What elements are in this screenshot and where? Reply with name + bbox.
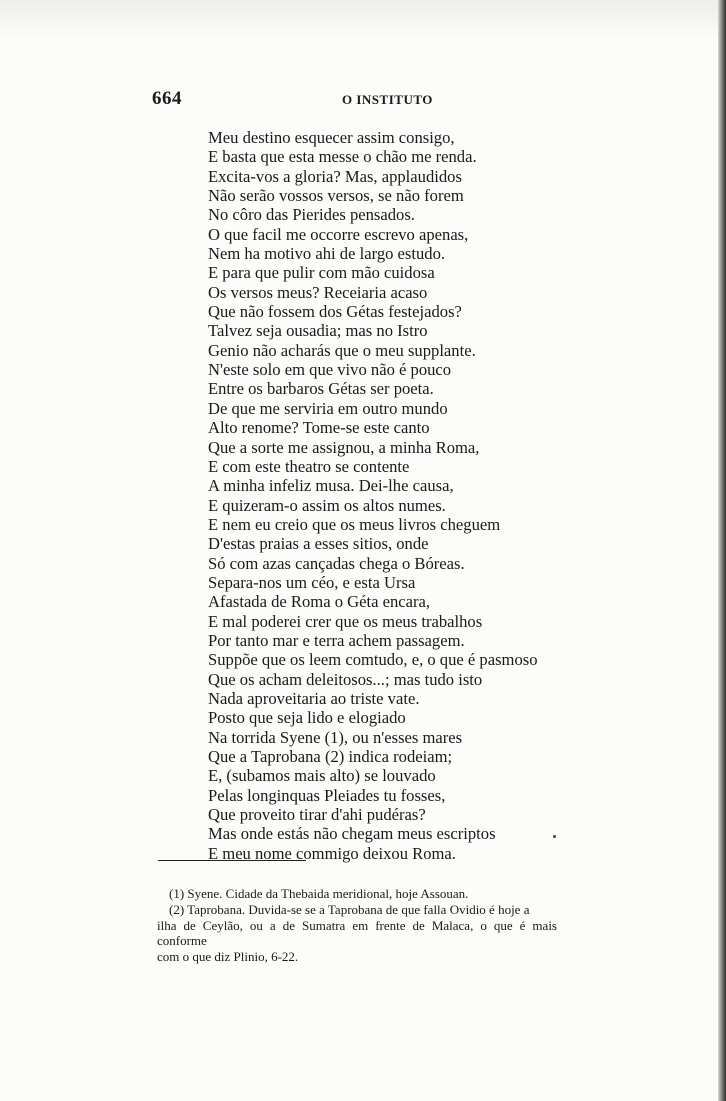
footnotes (157, 886, 557, 965)
page-header (152, 88, 572, 112)
footnote-1: (1) Syene. Cidade da Thebaida meridional, hoje Assouan. (169, 886, 469, 901)
poem-line: De que me serviria em outro mundo (208, 398, 448, 418)
footnote-2-line-3: com o que diz Plinio, 6-22. (157, 949, 299, 965)
footnote-2-line-1: (2) Taprobana. Duvida-se se a Taprobana de que falla Ovidio é hoje a (169, 901, 530, 917)
poem-line: Que a Taprobana (2) indica rodeiam; (208, 747, 453, 766)
poem-line: Que não fossem dos Gétas festejados? (208, 302, 462, 322)
poem-line: Que os acham deleitosos...; mas tudo isto (208, 669, 483, 689)
poem-line: E nem eu creio que os meus livros cheguem (208, 514, 501, 534)
page-number: 664 (152, 88, 182, 109)
poem-line: N'este solo em que vivo não é pouco (208, 360, 452, 380)
poem-line: Genio não acharás que o meu supplante. (208, 340, 476, 360)
poem-line: Que a sorte me assignou, a minha Roma, (208, 437, 480, 457)
poem-line: Pelas longinquas Pleiades tu fosses, (208, 785, 446, 805)
poem-line: Nada aproveitaria ao triste vate. (208, 688, 420, 708)
poem-line: E quizeram-o assim os altos numes. (208, 495, 446, 515)
poem-line: O que facil me occorre escrevo apenas, (208, 224, 469, 244)
poem-line: Na torrida Syene (1), ou n'esses mares (208, 727, 463, 747)
poem-line: E para que pulir com mão cuidosa (208, 263, 435, 283)
running-title: O INSTITUTO (342, 92, 433, 107)
poem-line: Mas onde estás não chegam meus escriptos (208, 824, 496, 844)
poem-line: A minha infeliz musa. Dei-lhe causa, (208, 476, 454, 496)
poem-line: Só com azas cançadas chega o Bóreas. (208, 553, 465, 573)
poem-line: Suppõe que os leem comtudo, e, o que é pasmoso (208, 650, 538, 670)
footnote-2-line-2: ilha de Ceylão, ou a de Sumatra em frente de Malaca, o que é mais conforme (157, 917, 557, 949)
poem-body (208, 128, 568, 863)
poem-line: E, (subamos mais alto) se louvado (208, 766, 436, 786)
poem-line: Alto renome? Tome-se este canto (208, 418, 430, 438)
poem-line: E com este theatro se contente (208, 456, 410, 476)
page-shadow-top (0, 0, 726, 40)
page-edge-right (718, 0, 726, 1101)
poem-line: Excita-vos a gloria? Mas, applaudidos (208, 166, 462, 186)
poem-line: Nem ha motivo ahi de largo estudo. (208, 244, 446, 264)
poem-line: Não serão vossos versos, se não forem (208, 186, 464, 206)
poem-line: E meu nome commigo deixou Roma. (208, 843, 456, 863)
footnote-divider (158, 860, 306, 861)
poem-line: Meu destino esquecer assim consigo, (208, 128, 455, 147)
poem-line: D'estas praias a esses sitios, onde (208, 534, 429, 554)
poem-line: Talvez seja ousadia; mas no Istro (208, 321, 428, 341)
poem-line: Posto que seja lido e elogiado (208, 708, 406, 728)
poem-line: Afastada de Roma o Géta encara, (208, 592, 431, 612)
poem-line: Entre os barbaros Gétas ser poeta. (208, 379, 434, 399)
poem-line: Que proveito tirar d'ahi pudéras? (208, 805, 426, 825)
poem-line: E mal poderei crer que os meus trabalhos (208, 611, 483, 631)
poem-line: Por tanto mar e terra achem passagem. (208, 630, 465, 650)
poem-line: Separa-nos um céo, e esta Ursa (208, 572, 416, 592)
ink-speck (553, 835, 556, 838)
poem-line: No côro das Pierides pensados. (208, 205, 415, 225)
poem-line: E basta que esta messe o chão me renda. (208, 147, 477, 167)
poem-line: Os versos meus? Receiaria acaso (208, 282, 428, 302)
